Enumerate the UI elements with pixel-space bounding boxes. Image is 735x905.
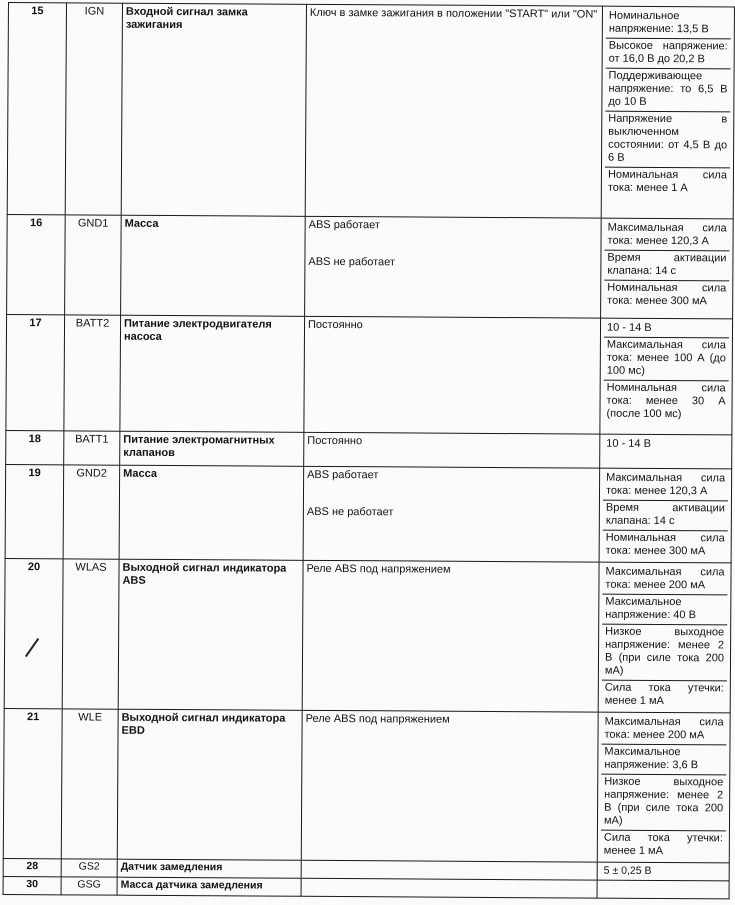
pin-conditions — [301, 878, 597, 898]
pin-conditions — [303, 466, 600, 562]
condition-text: ABS работает — [308, 218, 380, 232]
table-row — [6, 314, 733, 434]
condition-text: ABS не работает — [306, 505, 394, 519]
pin-signal-name: GND2 — [63, 465, 120, 559]
condition-text: Реле ABS под напряжением — [306, 562, 451, 576]
value-text: Низкое выходное напряжение: менее 2 В (при силе тока 200 мА) — [602, 625, 727, 682]
pin-number: 30 — [3, 876, 61, 894]
pin-description: Датчик замедления — [117, 859, 301, 878]
pin-values — [597, 712, 730, 863]
value-text: Номинальная сила тока: менее 300 мА — [607, 281, 727, 308]
value-text: Максимальная сила тока: менее 120,3 А — [604, 221, 729, 252]
pin-conditions — [304, 432, 600, 468]
pin-number: 18 — [6, 430, 64, 464]
pin-conditions — [301, 710, 598, 862]
table-row — [5, 464, 732, 562]
value-text: Максимальная сила тока: менее 200 мА — [602, 565, 727, 596]
pin-description: Питание электромагнитных клапанов — [120, 431, 304, 466]
pin-signal-name: GS2 — [61, 859, 117, 877]
value-text: Максимальное напряжение: 3,6 В — [601, 745, 726, 776]
condition-text: Ключ в замке зажигания в положении "START" или "ON" — [309, 6, 598, 21]
value-text: 10 - 14 В — [606, 437, 651, 450]
pin-conditions — [302, 560, 599, 712]
condition-text: Постоянно — [307, 318, 363, 332]
pin-description: Выходной сигнал индикатора ABS — [118, 559, 303, 710]
pin-signal-name: GND1 — [65, 215, 122, 315]
pin-number: 28 — [3, 858, 61, 876]
value-text: Низкое выходное напряжение: менее 2 В (при силе тока 200 мА) — [601, 775, 726, 832]
pin-values — [601, 218, 734, 319]
condition-text: Постоянно — [307, 434, 363, 448]
table-row — [7, 3, 734, 219]
pin-description: Питание электродвигателя насоса — [120, 315, 305, 432]
pin-conditions — [305, 216, 602, 318]
value-text: Максимальная сила тока: менее 120,3 А — [603, 471, 728, 502]
pin-values — [601, 6, 734, 219]
condition-text: ABS не работает — [308, 255, 396, 269]
pin-signal-name: BATT2 — [64, 315, 121, 431]
pin-values — [600, 434, 732, 469]
table-row — [3, 708, 730, 862]
pin-signal-name: WLE — [61, 709, 118, 859]
pin-values — [599, 468, 732, 563]
pin-signal-name: IGN — [65, 3, 122, 215]
pin-number: 16 — [7, 214, 66, 314]
pin-table-body — [3, 3, 734, 899]
value-text: Время активации клапана: 14 с — [604, 251, 729, 282]
pin-number: 20 — [4, 558, 63, 708]
pin-description: Выходной сигнал индикатора EBD — [117, 709, 302, 860]
pin-values — [598, 562, 731, 713]
pin-description: Входной сигнал замка зажигания — [121, 3, 306, 216]
value-text: Номинальное напряжение: 13,5 В — [606, 9, 731, 40]
pin-values — [597, 880, 729, 899]
pin-values — [600, 318, 733, 435]
pin-number: 21 — [3, 708, 62, 858]
pin-signal-name: WLAS — [62, 559, 119, 709]
pin-table — [3, 2, 735, 899]
value-text: 10 - 14 В — [604, 321, 729, 339]
value-text: Номинальная сила тока: менее 1 А — [607, 168, 727, 195]
pin-description: Масса датчика замедления — [117, 877, 301, 896]
table-row — [3, 876, 729, 898]
pin-number: 19 — [5, 464, 64, 558]
pin-number: 15 — [7, 3, 66, 215]
value-text: 5 ± 0,25 В — [603, 864, 652, 877]
pin-description: Масса — [119, 465, 304, 560]
table-row — [7, 214, 734, 318]
pin-number: 17 — [6, 314, 65, 430]
value-text: Напряжение в выключенном состоянии: от 4,5 В до 6 В — [605, 112, 730, 169]
table-row — [6, 430, 732, 468]
pin-signal-name: BATT1 — [64, 431, 120, 465]
value-text — [601, 882, 726, 886]
condition-text: Реле ABS под напряжением — [305, 712, 450, 726]
value-text: Поддерживающее напряжение: то 6,5 В до 10 В — [605, 69, 730, 113]
value-text: Время активации клапана: 14 с — [603, 501, 728, 532]
value-text: Сила тока утечки: менее 1 мА — [603, 831, 723, 858]
pin-conditions — [305, 4, 602, 218]
value-text: Номинальная сила тока: менее 30 А (после 100 мс) — [606, 381, 726, 421]
value-text: Сила тока утечки: менее 1 мА — [604, 681, 724, 708]
pin-description: Масса — [121, 215, 306, 316]
table-row — [4, 558, 731, 712]
pin-signal-name: GSG — [61, 877, 117, 895]
value-text: Высокое напряжение: от 16,0 В до 20,2 В — [606, 39, 731, 70]
value-text: Максимальная сила тока: менее 100 А (до 100 мс) — [604, 338, 729, 382]
condition-text: ABS работает — [307, 468, 379, 482]
condition-text — [305, 880, 594, 882]
value-text: Максимальное напряжение: 40 В — [602, 595, 727, 626]
value-text: Максимальная сила тока: менее 200 мА — [601, 715, 726, 746]
pin-conditions — [301, 860, 597, 880]
pin-values — [597, 862, 729, 881]
pin-conditions — [304, 316, 601, 434]
value-text: Номинальная сила тока: менее 300 мА — [605, 531, 725, 558]
condition-text — [305, 862, 594, 864]
